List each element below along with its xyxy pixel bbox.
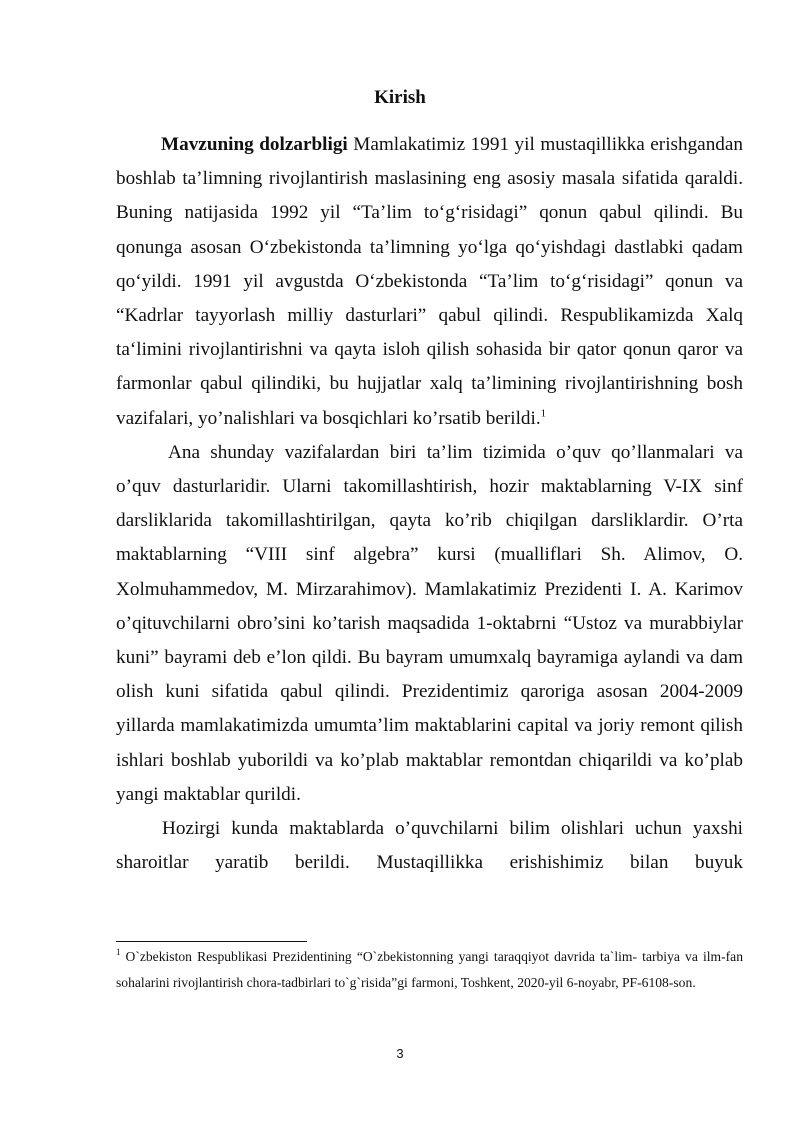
page-number: 3 [396, 1046, 404, 1061]
footnote [116, 944, 743, 996]
section-heading: Kirish [374, 87, 426, 108]
footnote-number: 1 [116, 947, 121, 958]
paragraph-3: Hozirgi kunda maktablarda o’quvchilarni bilim olishlari uchun yaxshi sharoitlar yaratib berildi. Mustaqillikka erishishimiz bilan buyuk [116, 818, 743, 874]
paragraph-1 [116, 128, 743, 436]
paragraph-1-lead: Mavzuning dolzarbligi [161, 134, 348, 155]
body-text [116, 128, 743, 880]
footnote-separator [116, 941, 307, 942]
paragraph-2: Ana shunday vazifalardan biri ta’lim tizimida o’quv qo’llanmalari va o’quv dasturlaridir. Ularni takomillashtirish, hozir maktablarning V-IX sinf darsliklarida takomillashtirilgan, qayta ko’rib chiqilgan darsliklardir. O’rta maktablarning “VIII sinf algebra” kursi (mualliflari Sh. Alimov, O. Xolmuhammedov, M. Mirzarahimov). Mamlakatimiz Prezidenti I. A. Karimov o’qituvchilarni obro’sini ko’tarish maqsadida 1-oktabrni “Ustoz va murabbiylar kuni” bayrami deb e’lon qildi. Bu bayram umumxalq bayramiga aylandi va dam olish kuni sifatida qabul qilindi. Prezidentimiz qaroriga asosan 2004-2009 yillarda mamlakatimizda umumta’lim maktablarini capital va joriy remont qilish ishlari boshlab yuborildi va ko’plab maktablar remontdan chiqarildi va ko’plab yangi maktablar qurildi. [116, 441, 743, 805]
footnote-reference: 1 [540, 407, 547, 420]
footnote-text: O`zbekiston Respublikasi Prezidentining “O`zbekistonning yangi taraqqiyot davrida ta`lim- tarbiya va ilm-fan sohalarini rivojlantirish chora-tadbirlari to`g`risida”gi farmoni, Toshkent, 2020-yil 6-noyabr, PF-6108-son. [116, 949, 743, 990]
paragraph-1-text: Mamlakatimiz 1991 yil mustaqillikka erishgandan boshlab ta’limning rivojlantirish maslasining eng asosiy masala sifatida qaraldi. Buning natijasida 1992 yil “Ta’lim to‘g‘risidagi” qonun qabul qilindi. Bu qonunga asosan O‘zbekistonda ta’limning yo‘lga qo‘yishdagi dastlabki qadam qo‘yildi. 1991 yil avgustda O‘zbekistonda “Ta’lim to‘g‘risidagi” qonun va “Kadrlar tayyorlash milliy dasturlari” qabul qilindi. Respublikamizda Xalq ta‘limini rivojlantirishni va qayta isloh qilish sohasida bir qator qonun qaror va farmonlar qabul qilindiki, bu hujjatlar xalq ta’limining rivojlantirishning bosh vazifalari, yo’nalishlari va bosqichlari ko’rsatib berildi. [116, 134, 743, 429]
